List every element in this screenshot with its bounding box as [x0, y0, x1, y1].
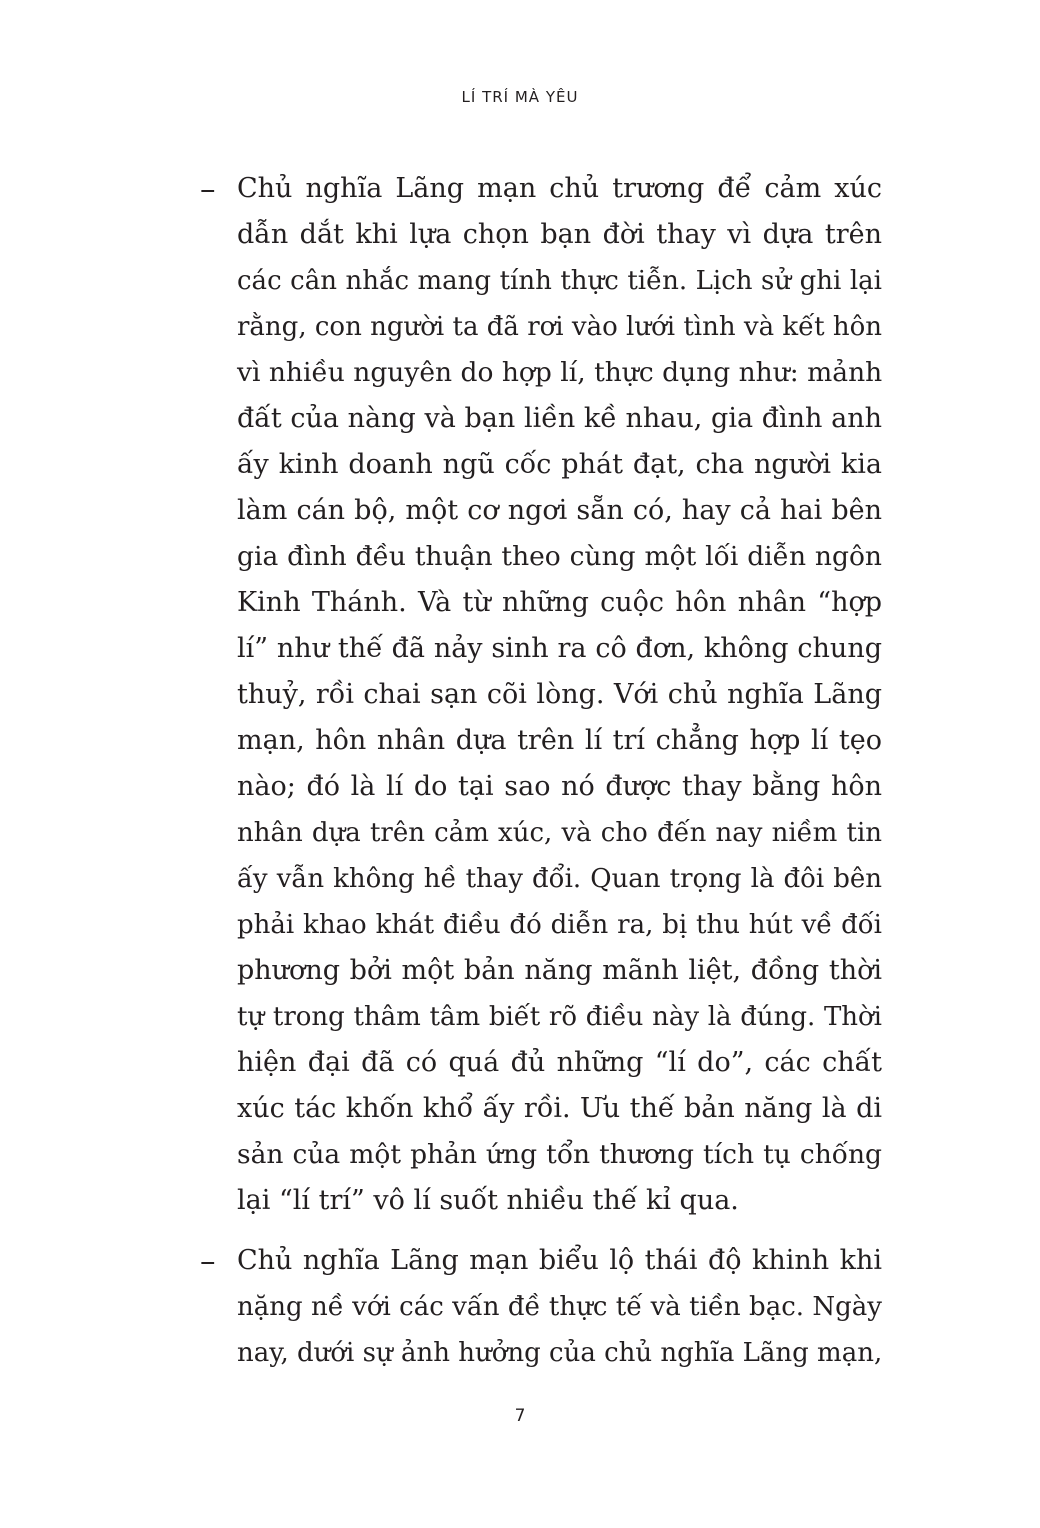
text-line: phương bởi một bản năng mãnh liệt, đồng thời — [237, 955, 882, 986]
text-line: lại “lí trí” vô lí suốt nhiều thế kỉ qua. — [237, 1185, 739, 1216]
text-line: vì nhiều nguyên do hợp lí, thực dụng như: mảnh — [237, 357, 883, 388]
text-line: đất của nàng và bạn liền kề nhau, gia đình anh — [237, 403, 882, 434]
list-dash: – — [200, 1243, 216, 1279]
text-line: tự trong thâm tâm biết rõ điều này là đúng. Thời — [237, 1002, 882, 1032]
text-line: mạn, hôn nhân dựa trên lí trí chẳng hợp lí tẹo — [237, 725, 882, 756]
text-line: ấy vẫn không hề thay đổi. Quan trọng là đôi bên — [237, 864, 882, 894]
page-number: 7 — [514, 1406, 526, 1426]
list-item — [0, 1238, 1040, 1376]
text-line: Kinh Thánh. Và từ những cuộc hôn nhân “hợp — [237, 587, 882, 618]
text-line: nào; đó là lí do tại sao nó được thay bằng hôn — [237, 771, 882, 802]
text-line: sản của một phản ứng tổn thương tích tụ chống — [237, 1139, 882, 1170]
body-text — [0, 166, 1040, 1390]
text-line: Chủ nghĩa Lãng mạn chủ trương để cảm xúc — [237, 173, 882, 204]
text-line: dẫn dắt khi lựa chọn bạn đời thay vì dựa trên — [237, 219, 882, 250]
text-line: nay, dưới sự ảnh hưởng của chủ nghĩa Lãng mạn, — [237, 1338, 883, 1368]
text-line: lí” như thế đã nảy sinh ra cô đơn, không chung — [237, 633, 882, 664]
text-line: rằng, con người ta đã rơi vào lưới tình và kết hôn — [237, 312, 882, 342]
list-item — [0, 166, 1040, 1224]
text-line: xúc tác khốn khổ ấy rồi. Ưu thế bản năng là di — [237, 1093, 882, 1124]
text-line: gia đình đều thuận theo cùng một lối diễn ngôn — [237, 541, 882, 572]
list-dash: – — [200, 171, 216, 207]
text-line: làm cán bộ, một cơ ngơi sẵn có, hay cả hai bên — [237, 495, 882, 526]
text-line: các cân nhắc mang tính thực tiễn. Lịch sử ghi lại — [237, 266, 882, 296]
text-line: Chủ nghĩa Lãng mạn biểu lộ thái độ khinh khi — [237, 1245, 882, 1276]
text-line: nhân dựa trên cảm xúc, và cho đến nay niềm tin — [237, 818, 882, 848]
text-line: hiện đại đã có quá đủ những “lí do”, các chất — [237, 1047, 882, 1078]
text-line: nặng nề với các vấn đề thực tế và tiền bạc. Ngày — [237, 1292, 882, 1322]
text-line: ấy kinh doanh ngũ cốc phát đạt, cha người kia — [237, 449, 882, 480]
text-line: thuỷ, rồi chai sạn cõi lòng. Với chủ nghĩa Lãng — [237, 679, 882, 710]
running-head: LÍ TRÍ MÀ YÊU — [461, 88, 579, 106]
text-line: phải khao khát điều đó diễn ra, bị thu hút về đối — [237, 910, 882, 940]
